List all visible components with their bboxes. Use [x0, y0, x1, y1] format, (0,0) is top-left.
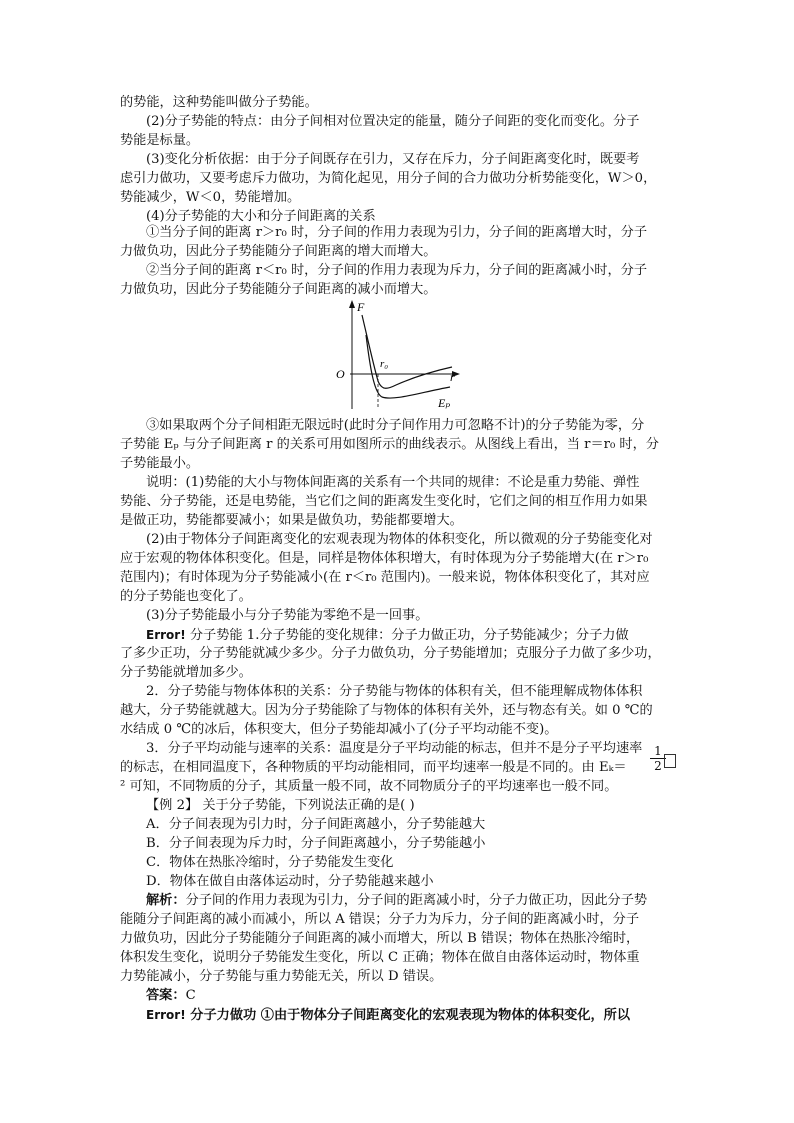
- r-axis-label: r: [450, 370, 455, 384]
- text-span: 分子势能 1.分子势能的变化规律：分子力做正功，分子势能减少；分子力做: [185, 628, 629, 643]
- text-line: 水结成 0 ℃的冰后，体积变大，但分子势能却减小了(分子平均动能不变)。: [120, 722, 558, 737]
- text-line: 分子势能就增加多少。: [120, 665, 252, 680]
- text-line: 的势能，这种势能叫做分子势能。: [120, 95, 318, 110]
- text-line: ②当分子间的距离 r＜r₀ 时，分子间的作用力表现为斥力，分子间的距离减小时，分子: [146, 263, 648, 278]
- text-line: 范围内)；有时体现为分子势能减小(在 r＜r₀ 范围内)。一般来说，物体体积变化了，其对应: [120, 570, 650, 585]
- text-line: 3．分子平均动能与速率的关系：温度是分子平均动能的标志，但并不是分子平均速率: [146, 741, 643, 756]
- text-line: (2)由于物体分子间距离变化的宏观表现为物体的体积变化，所以微观的分子势能变化对: [146, 532, 653, 547]
- force-curve: [362, 315, 452, 388]
- text-line: 的分子势能也变化了。: [120, 589, 252, 604]
- option-a: A．分子间表现为引力时，分子间距离越小，分子势能越大: [146, 817, 486, 832]
- text-line: 体积发生变化，说明分子势能发生变化，所以 C 正确；物体在做自由落体运动时，物体重: [120, 950, 640, 965]
- answer-value: C: [185, 988, 196, 1003]
- fraction-denominator: 2: [654, 759, 662, 773]
- origin-label: O: [336, 367, 345, 381]
- text-line: 力做负功，因此分子势能随分子间距离的增大而增大。: [120, 244, 437, 259]
- text-span: 分子力做功 ①由于物体分子间距离变化的宏观表现为物体的体积变化，所以: [185, 1008, 631, 1023]
- text-line: 说明：(1)势能的大小与物体间距离的关系有一个共同的规律：不论是重力势能、弹性: [146, 475, 640, 490]
- text-line: ² 可知，不同物质的分子，其质量一般不同，故不同物质分子的平均速率也一般不同。: [120, 779, 618, 794]
- text-line: 子势能最小。: [120, 456, 200, 471]
- example-heading: 【例 2】 关于分子势能，下列说法正确的是( ): [146, 798, 415, 813]
- text-line: 力做负功，因此分子势能随分子间距离的减小而增大，所以 B 错误；物体在热胀冷缩时，: [120, 931, 640, 946]
- text-line: (3)变化分析依据：由于分子间既存在引力，又存在斥力，分子间距离变化时，既要考: [146, 152, 640, 167]
- broken-formula-box: [664, 754, 676, 768]
- ep-label: Eₚ: [438, 396, 451, 410]
- potential-energy-figure: [322, 297, 482, 415]
- option-b: B．分子间表现为斥力时，分子间距离越小，分子势能越小: [146, 836, 486, 851]
- text-line: 力势能减小，分子势能与重力势能无关，所以 D 错误。: [120, 969, 443, 984]
- text-line: 子势能 Eₚ 与分子间距离 r 的关系可用如图所示的曲线表示。从图线上看出，当 r＝r₀ 时，分: [120, 437, 659, 452]
- text-line: (4)分子势能的大小和分子间距离的关系: [146, 209, 376, 224]
- analysis-label: 解析：: [146, 893, 186, 908]
- text-line: 2．分子势能与物体体积的关系：分子势能与物体的体积有关，但不能理解成物体体积: [146, 684, 643, 699]
- r0-label: r₀: [380, 358, 389, 370]
- potential-curve: [366, 335, 450, 398]
- answer-label: 答案：: [146, 988, 186, 1003]
- y-axis-arrow: [349, 300, 355, 308]
- text-line: [146, 892, 647, 910]
- text-line: 势能是标量。: [120, 133, 200, 148]
- option-d: D．物体在做自由落体运动时，分子势能越来越小: [146, 874, 434, 889]
- text-line: 的标志，在相同温度下，各种物质的平均动能相同，而平均速率一般是不同的。由 Eₖ＝: [120, 760, 627, 775]
- text-line: [146, 1006, 630, 1025]
- f-axis-label: F: [357, 300, 365, 314]
- text-span: 分子间的作用力表现为引力，分子间的距离减小时，分子力做正功，因此分子势: [185, 893, 648, 908]
- text-line: 应于宏观的物体体积变化。但是，同样是物体体积增大，有时体现为分子势能增大(在 r＞r₀: [120, 551, 649, 566]
- text-line: (3)分子势能最小与分子势能为零绝不是一回事。: [146, 608, 429, 623]
- text-line: 势能、分子势能，还是电势能，当它们之间的距离发生变化时，它们之间的相互作用力如果: [120, 494, 648, 509]
- text-line: [146, 987, 196, 1005]
- error-marker: Error!: [146, 1008, 186, 1022]
- text-line: [146, 626, 629, 645]
- text-line: 能随分子间距离的减小而减小，所以 A 错误；分子力为斥力，分子间的距离减小时，分子: [120, 912, 640, 927]
- text-line: (2)分子势能的特点：由分子间相对位置决定的能量，随分子间距的变化而变化。分子: [146, 114, 640, 129]
- text-line: ③如果取两个分子间相距无限远时(此时分子间作用力可忽略不计)的分子势能为零，分: [146, 418, 645, 433]
- text-line: 力做负功，因此分子势能随分子间距离的减小而增大。: [120, 282, 437, 297]
- option-c: C．物体在热胀冷缩时，分子势能发生变化: [146, 855, 394, 870]
- text-line: 越大，分子势能就越大。因为分子势能除了与物体的体积有关外，还与物态有关。如 0 ℃的: [120, 703, 653, 718]
- text-line: 了多少正功，分子势能就减少多少。分子力做负功，分子势能增加；克服分子力做了多少功，: [120, 646, 661, 661]
- text-line: 虑引力做功，又要考虑斥力做功，为简化起见，用分子间的合力做功分析势能变化，W＞0，: [120, 171, 657, 186]
- text-line: 势能减少，W＜0，势能增加。: [120, 190, 301, 205]
- text-line: ①当分子间的距离 r＞r₀ 时，分子间的作用力表现为引力，分子间的距离增大时，分子: [146, 225, 648, 240]
- text-line: 是做正功，势能都要减小；如果是做负功，势能都要增大。: [120, 513, 463, 528]
- fraction-numerator: 1: [654, 744, 662, 758]
- error-marker: Error!: [146, 628, 186, 642]
